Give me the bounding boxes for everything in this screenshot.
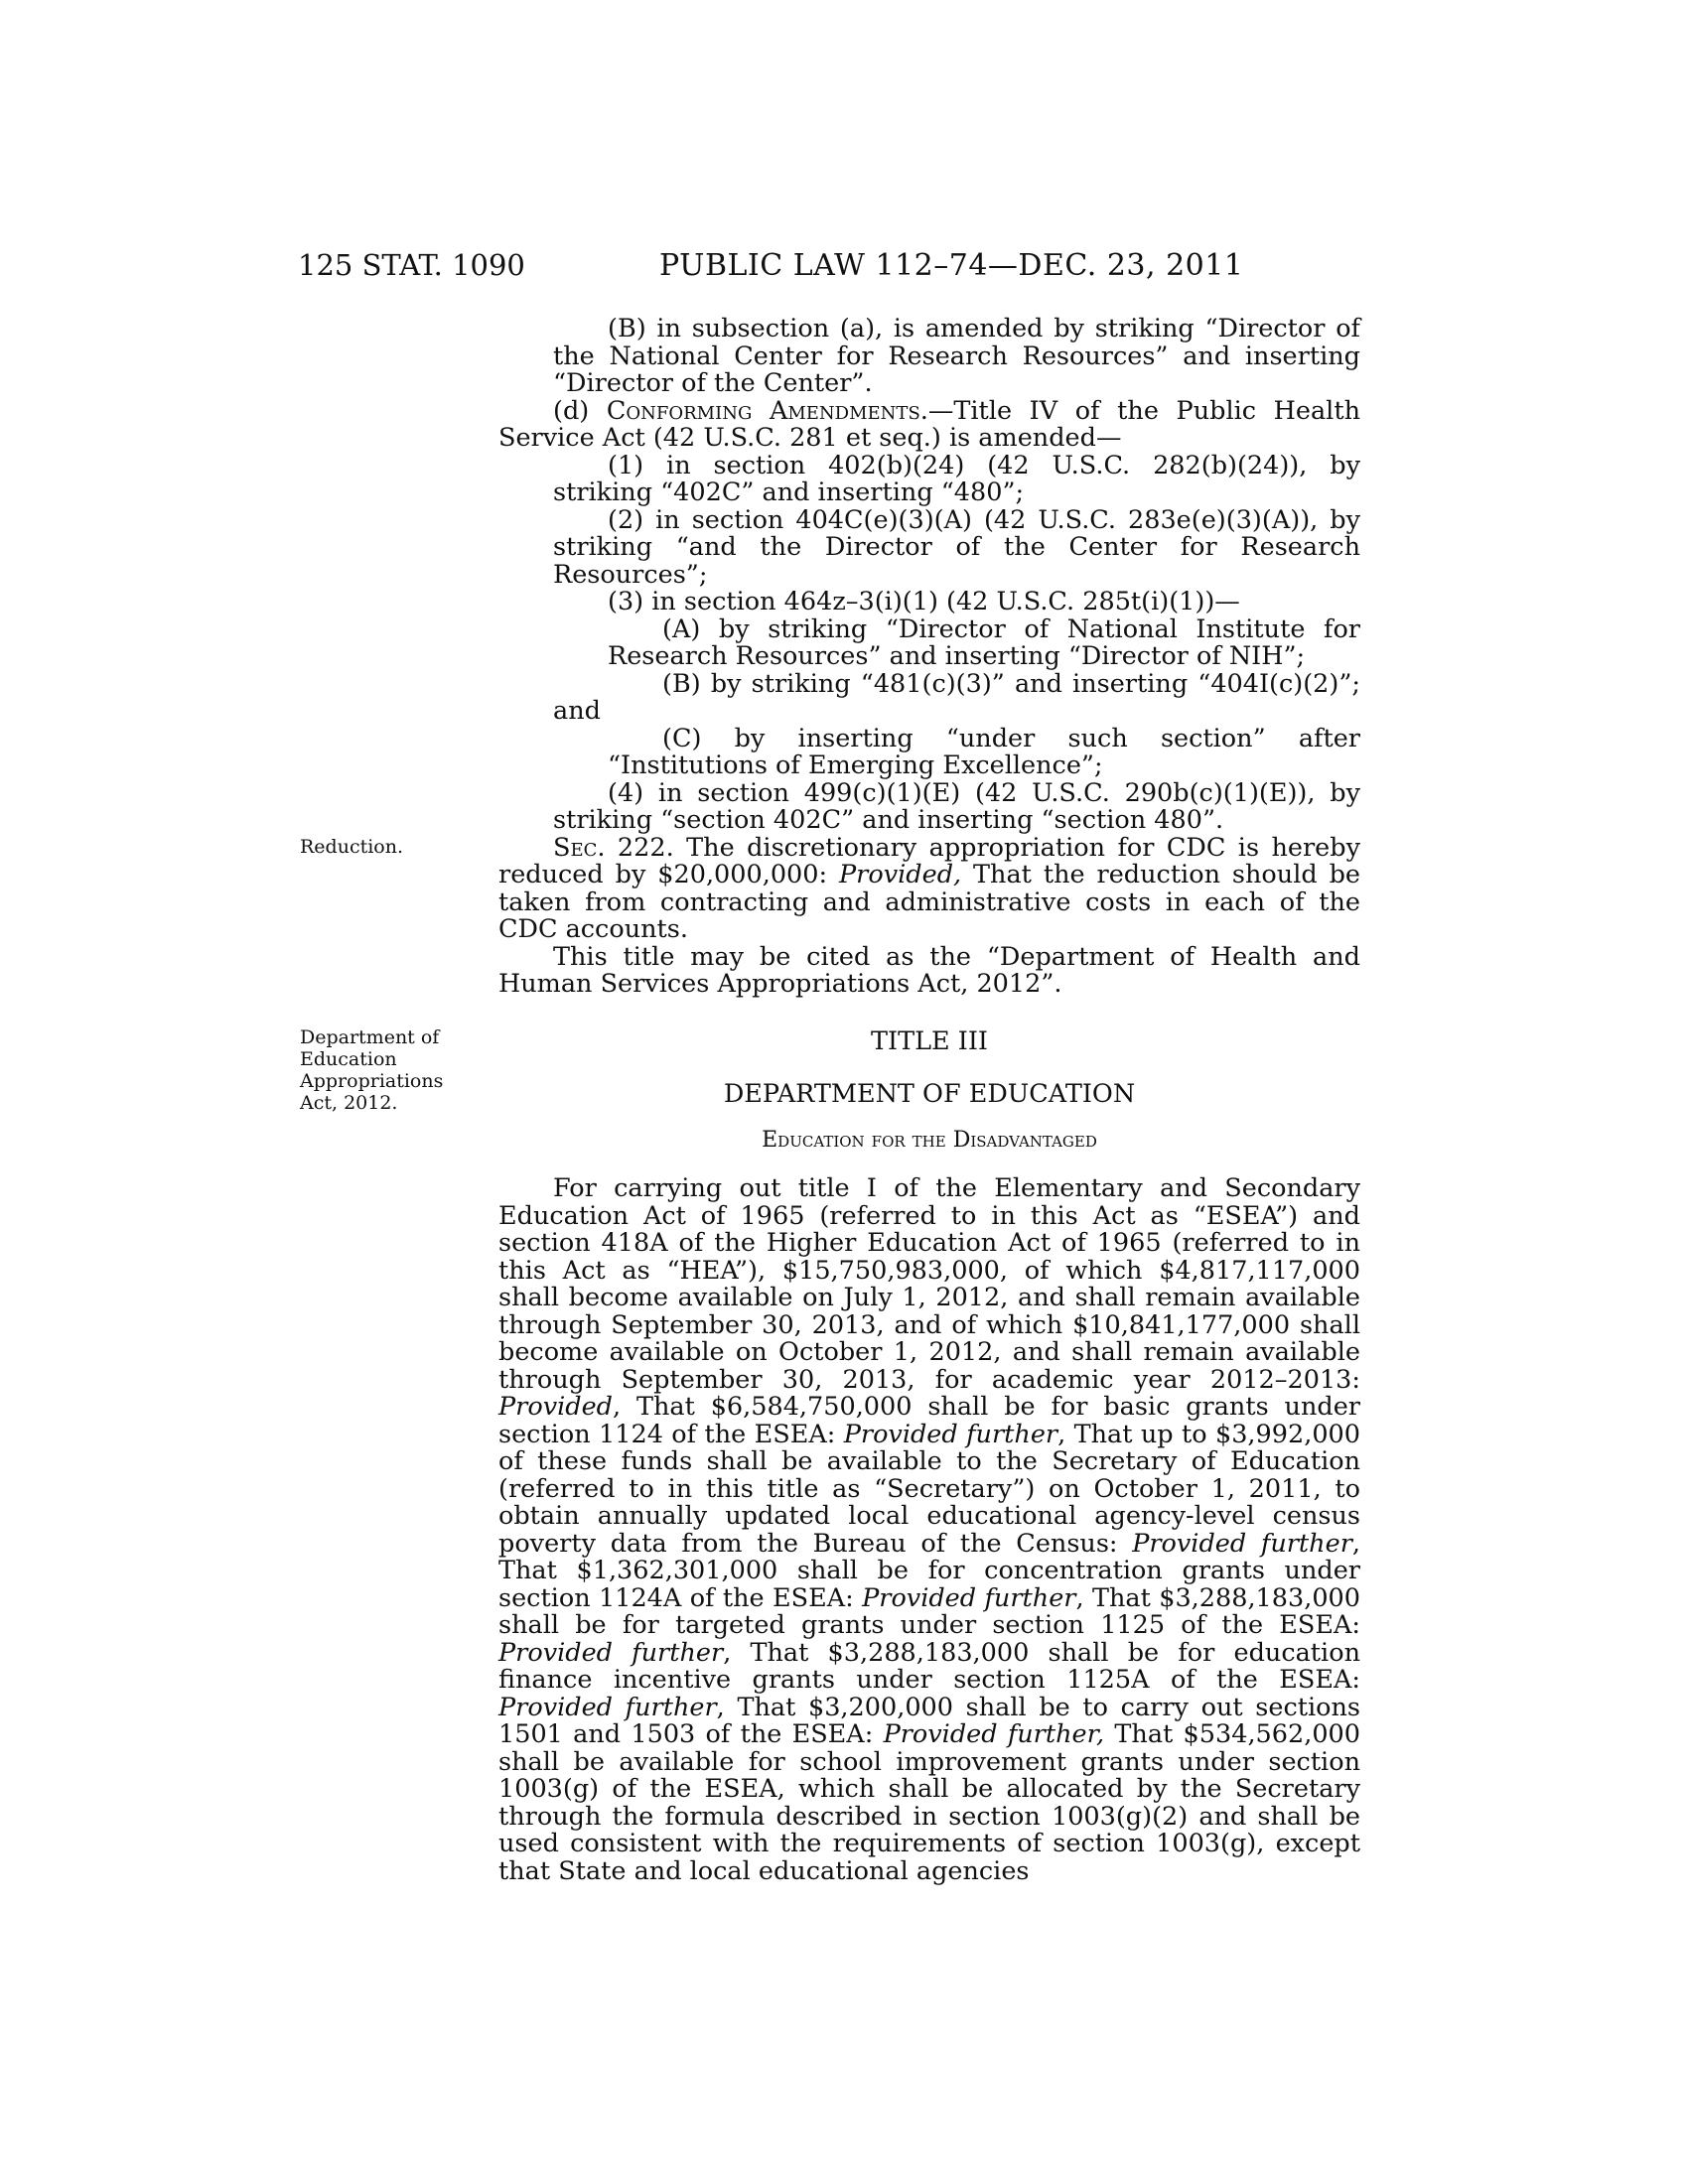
education-disadvantaged-heading: Education for the Disadvantaged: [762, 1127, 1097, 1153]
title-citation: This title may be cited as the “Department of Health and Human Services Appropriations Act, 2012”.: [498, 941, 1360, 999]
section-222-text-b: That the reduction should be taken from contracting and administrative costs in each of the CDC accounts.: [498, 860, 1360, 944]
margin-note-reduction: Reduction.: [300, 836, 404, 858]
education-disadvantaged-paragraph: [498, 1175, 1360, 1885]
margin-note-dept-education-act: Department of Education Appropriations Act, 2012.: [300, 1026, 444, 1114]
proviso-6: Provided further: [498, 1692, 717, 1722]
proviso-1: Provided: [498, 1392, 613, 1422]
proviso-4: Provided further: [862, 1582, 1076, 1613]
paragraph-d-label: (d): [553, 395, 607, 426]
page-header: [298, 248, 1370, 288]
main-text-3: , That up to $3,992,000 of these funds shall be available to the Secretary of Education (referred to in this title as “Secretary”) on October 1, 2011, to obtain annually updated local educational agency-level census poverty data from the Bureau of the Census:: [498, 1419, 1360, 1559]
section-222-provided: Provided,: [839, 860, 962, 889]
proviso-5: Provided further: [498, 1637, 724, 1668]
proviso-3: Provided further: [1132, 1528, 1352, 1559]
section-222-label: Sec: [553, 832, 598, 863]
paragraph-b-subsection: (B) in subsection (a), is amended by striking “Director of the National Center for Research Resources” and inserting “Director of the Center”.: [553, 314, 1360, 398]
proviso-2: Provided further: [843, 1419, 1058, 1449]
paragraph-d-conforming-amendments: [498, 395, 1361, 453]
paragraph-3c: (C) by inserting “under such section” after “Institutions of Emerging Excellence”;: [608, 723, 1360, 780]
main-text-4: , That $1,362,301,000 shall be for concentration grants under section 1124A of the ESEA:: [498, 1528, 1360, 1613]
department-heading: DEPARTMENT OF EDUCATION: [723, 1079, 1136, 1109]
paragraph-4: (4) in section 499(c)(1)(E) (42 U.S.C. 290b(c)(1)(E)), by striking “section 402C” and inserting “section 480”.: [553, 777, 1360, 835]
main-text-2: , That $6,584,750,000 shall be for basic grants under section 1124 of the ESEA:: [498, 1392, 1360, 1449]
main-text-6: , That $3,288,183,000 shall be for education finance incentive grants under section 1125A of the ESEA:: [498, 1637, 1360, 1695]
paragraph-3: (3) in section 464z–3(i)(1) (42 U.S.C. 285t(i)(1))—: [608, 587, 1240, 616]
paragraph-1: (1) in section 402(b)(24) (42 U.S.C. 282(b)(24)), by striking “402C” and inserting “480”;: [553, 450, 1360, 507]
proviso-7: Provided further,: [883, 1719, 1105, 1749]
conforming-amendments-heading: Conforming Amendments: [606, 395, 920, 426]
paragraph-d-text: .—Title IV of the Public Health Service Act (42 U.S.C. 281 et seq.) is amended—: [498, 395, 1361, 453]
paragraph-3a: (A) by striking “Director of National Institute for Research Resources” and inserting “Director of NIH”;: [608, 614, 1360, 671]
main-text-1: For carrying out title I of the Elementary and Secondary Education Act of 1965 (referred to in this Act as “ESEA”) and section 418A of the Higher Education Act of 1965 (referred to in this Act as “HEA”), $15,750,983,000, of which $4,817,117,000 shall become available on July 1, 2012, and shall remain available through September 30, 2013, and of which $10,841,177,000 shall become available on October 1, 2012, and shall remain available through September 30, 2013, for academic year 2012–2013:: [498, 1173, 1360, 1395]
paragraph-2: (2) in section 404C(e)(3)(A) (42 U.S.C. 283e(e)(3)(A)), by striking “and the Director of the Center for Research Resources”;: [553, 504, 1360, 590]
main-text-8: That $534,562,000 shall be available for school improvement grants under section 1003(g) of the ESEA, which shall be allocated by the Secretary through the formula described in section 1003(g)(2) and shall be used consistent with the requirements of section 1003(g), except that State and local educational agencies: [498, 1719, 1360, 1886]
stat-reference: 125 STAT. 1090: [298, 248, 525, 282]
public-law-title: PUBLIC LAW 112–74—DEC. 23, 2011: [659, 248, 1244, 283]
section-222: [498, 832, 1360, 944]
statute-body: [498, 316, 1360, 1885]
section-222-text-a: . 222. The discretionary appropriation for CDC is hereby reduced by $20,000,000:: [498, 832, 1360, 889]
main-text-5: , That $3,288,183,000 shall be for targeted grants under section 1125 of the ESEA:: [498, 1582, 1361, 1640]
paragraph-3b: (B) by striking “481(c)(3)” and inserting “404I(c)(2)”; and: [553, 668, 1360, 726]
main-text-7: , That $3,200,000 shall be to carry out sections 1501 and 1503 of the ESEA:: [498, 1692, 1361, 1749]
title-iii-heading: TITLE III: [871, 1025, 988, 1056]
